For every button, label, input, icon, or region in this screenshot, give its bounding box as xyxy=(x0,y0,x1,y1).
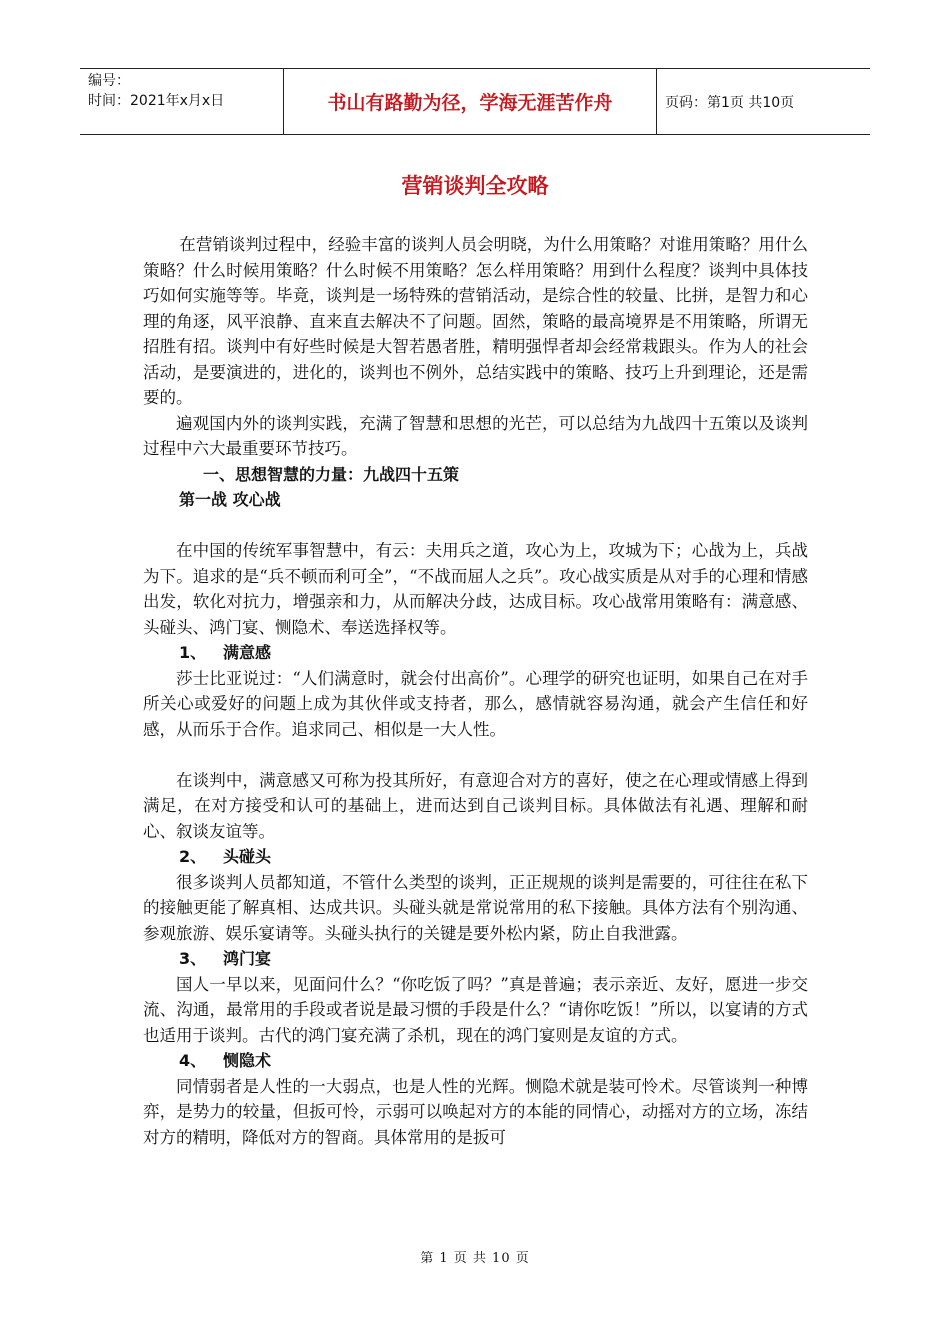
item-title: 头碰头 xyxy=(223,847,272,866)
item-paragraph: 在谈判中，满意感又可称为投其所好，有意迎合对方的喜好，使之在心理或情感上得到满足，在对方接受和认可的基础上，进而达到自己谈判目标。具体做法有礼遇、理解和耐心、叙谈友谊等。 xyxy=(143,770,808,841)
item-heading xyxy=(179,946,808,972)
item-title: 恻隐术 xyxy=(223,1051,272,1070)
header-motto: 书山有路勤为径，学海无涯苦作舟 xyxy=(283,69,657,134)
time-label: 时间：2021年x月x日 xyxy=(88,93,225,109)
item-title: 满意感 xyxy=(223,643,272,662)
item-number: 1、 xyxy=(179,643,207,662)
item-paragraph: 同情弱者是人性的一大弱点，也是人性的光辉。恻隐术就是装可怜术。尽管谈判一种博弈，是势力的较量，但扳可怜，示弱可以唤起对方的本能的同情心，动摇对方的立场，冻结对方的精明，降低对方的智商。具体常用的是扳可 xyxy=(143,1076,808,1147)
item-heading xyxy=(179,640,808,666)
document-header xyxy=(80,68,870,135)
item-paragraph: 国人一早以来，见面问什么？“你吃饭了吗？”真是普遍；表示亲近、友好，愿进一步交流、沟通，最常用的手段或者说是最习惯的手段是什么？“请你吃饭！”所以，以宴请的方式也适用于谈判。古代的鸿门宴充满了杀机，现在的鸿门宴则是友谊的方式。 xyxy=(143,974,808,1045)
chapter-heading: 第一战 攻心战 xyxy=(179,490,281,509)
blank-line xyxy=(143,742,808,768)
item-heading xyxy=(179,844,808,870)
item-title: 鸿门宴 xyxy=(223,949,272,968)
header-meta xyxy=(80,69,283,134)
intro-paragraph: 在营销谈判过程中，经验丰富的谈判人员会明晓，为什么用策略？对谁用策略？用什么策略？什么时候用策略？什么时候不用策略？怎么样用策略？用到什么程度？谈判中具体技巧如何实施等等。毕竟，谈判是一场特殊的营销活动，是综合性的较量、比拼，是智力和心理的角逐，风平浪静、直来直去解决不了问题。固然，策略的最高境界是不用策略，所谓无招胜有招。谈判中有好些时候是大智若愚者胜，精明强悍者却会经常栽跟头。作为人的社会活动，是要演进的，进化的，谈判也不例外，总结实践中的策略、技巧上升到理论，还是需要的。 xyxy=(143,235,808,407)
page-footer: 第 1 页 共 10 页 xyxy=(420,1251,530,1266)
header-page-info: 页码：第1页 共10页 xyxy=(665,94,795,111)
item-paragraph: 莎士比亚说过：“人们满意时，就会付出高价”。心理学的研究也证明，如果自己在对手所关心或爱好的问题上成为其伙伴或支持者，那么，感情就容易沟通，就会产生信任和好感，从而乐于合作。追求同己、相似是一大人性。 xyxy=(143,668,808,739)
document-title: 营销谈判全攻略 xyxy=(401,174,549,198)
number-label: 编号： xyxy=(88,73,130,89)
blank-line xyxy=(143,513,808,539)
chapter-intro: 在中国的传统军事智慧中，有云：夫用兵之道，攻心为上，攻城为下；心战为上，兵战为下。追求的是“兵不顿而利可全”，“不战而屈人之兵”。攻心战实质是从对手的心理和情感出发，软化对抗力，增强亲和力，从而解决分歧，达成目标。攻心战常用策略有：满意感、头碰头、鸿门宴、恻隐术、奉送选择权等。 xyxy=(143,541,808,637)
item-number: 4、 xyxy=(179,1051,207,1070)
item-number: 2、 xyxy=(179,847,207,866)
item-paragraph: 很多谈判人员都知道，不管什么类型的谈判，正正规规的谈判是需要的，可往往在私下的接触更能了解真相、达成共识。头碰头就是常说常用的私下接触。具体方法有个别沟通、参观旅游、娱乐宴请等。头碰头执行的关键是要外松内紧，防止自我泄露。 xyxy=(143,872,808,943)
section-heading: 一、思想智慧的力量：九战四十五策 xyxy=(203,464,460,484)
item-heading xyxy=(179,1048,808,1074)
document-body xyxy=(143,232,808,1150)
intro-paragraph: 遍观国内外的谈判实践，充满了智慧和思想的光芒，可以总结为九战四十五策以及谈判过程中六大最重要环节技巧。 xyxy=(143,413,808,458)
item-number: 3、 xyxy=(179,949,207,968)
